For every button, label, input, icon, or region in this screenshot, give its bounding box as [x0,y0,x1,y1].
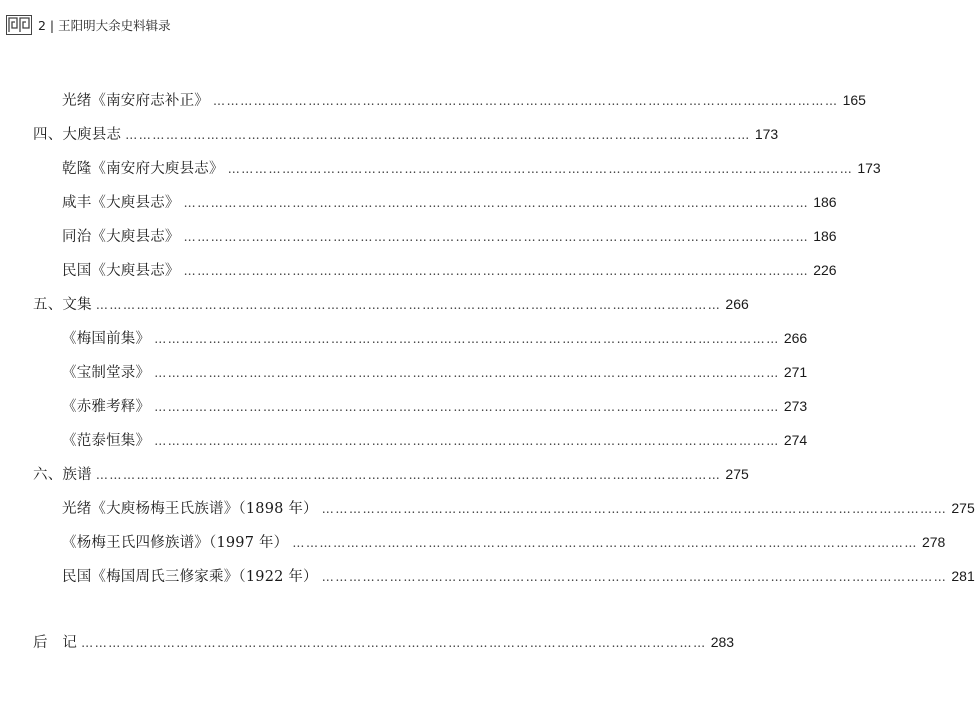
toc-dot-leader: ………………………………………………………………………………………………………………………… [154,332,780,346]
toc-page-number: 273 [783,398,808,414]
toc-page-number: 278 [921,534,946,550]
toc-entry-title: 后 记 [33,635,78,651]
toc-page-number: 266 [783,330,808,346]
toc-entry-title: 《宝制堂录》 [62,365,151,381]
toc-page-number: 271 [783,364,808,380]
toc-entry-title: 《赤雅考释》 [62,399,151,415]
toc-page-number: 274 [783,432,808,448]
toc-page-number: 173 [754,126,779,142]
toc-dot-leader: ………………………………………………………………………………………………………………………… [292,536,918,550]
toc-entry[interactable] [62,259,837,281]
toc-entry[interactable] [62,429,808,451]
toc-page-number: 275 [951,500,975,516]
toc-entry-title: 光绪《南安府志补正》 [62,93,209,109]
toc-entry[interactable] [62,395,808,417]
toc-dot-leader: ………………………………………………………………………………………………………………………… [125,128,751,142]
toc-entry[interactable] [33,123,779,145]
toc-dot-leader: ………………………………………………………………………………………………………………………… [183,264,810,278]
toc-page-number: 266 [725,296,749,312]
toc-entry-title: 《杨梅王氏四修族谱》（1997 年） [62,535,289,551]
toc-dot-leader: ………………………………………………………………………………………………………………………… [321,570,948,584]
toc-dot-leader: ………………………………………………………………………………………………………………………… [183,196,810,210]
toc-dot-leader: ………………………………………………………………………………………………………………………… [95,468,722,482]
toc-dot-leader: ………………………………………………………………………………………………………………………… [183,230,810,244]
toc-entry-title: 五、文集 [33,297,92,313]
toc-entry[interactable] [62,361,808,383]
toc-entry-title: 同治《大庾县志》 [62,229,180,245]
running-header-text: 2 | 王阳明大余史料辑录 [38,18,171,33]
toc-entry[interactable] [33,631,735,653]
toc-entry[interactable] [62,157,881,179]
toc-dot-leader: ………………………………………………………………………………………………………………………… [95,298,722,312]
toc-page-number: 226 [813,262,837,278]
toc-page-number: 283 [710,634,735,650]
toc-entry[interactable] [62,531,946,553]
running-header [0,12,171,38]
toc-entry[interactable] [33,463,749,485]
toc-entry[interactable] [33,293,749,315]
toc-entry-title: 民国《大庾县志》 [62,263,180,279]
toc-entry-title: 咸丰《大庾县志》 [62,195,180,211]
toc-entry-title: 六、族谱 [33,467,92,483]
toc-entry-title: 乾隆《南安府大庾县志》 [62,161,224,177]
toc-page-number: 173 [857,160,881,176]
toc-dot-leader: ………………………………………………………………………………………………………………………… [321,502,948,516]
toc-dot-leader: ………………………………………………………………………………………………………………………… [227,162,854,176]
toc-entry[interactable] [62,191,837,213]
toc-dot-leader: ………………………………………………………………………………………………………………………… [81,636,707,650]
fret-pattern-icon [6,15,32,35]
toc-dot-leader: ………………………………………………………………………………………………………………………… [154,400,780,414]
toc-entry[interactable] [62,497,975,519]
toc-entry[interactable] [62,565,975,587]
toc-page-number: 275 [725,466,749,482]
toc-entry[interactable] [62,225,837,247]
toc-entry-title: 四、大庾县志 [33,127,122,143]
toc-page-number: 186 [813,228,837,244]
toc-page-number: 281 [951,568,975,584]
toc-entry[interactable] [62,89,866,111]
toc-page-number: 186 [813,194,837,210]
toc-page-number: 165 [842,92,866,108]
toc-entry-title: 光绪《大庾杨梅王氏族谱》（1898 年） [62,501,318,517]
toc-entry-title: 《范泰恒集》 [62,433,151,449]
toc-entry[interactable] [62,327,808,349]
toc-dot-leader: ………………………………………………………………………………………………………………………… [154,434,780,448]
toc-dot-leader: ………………………………………………………………………………………………………………………… [154,366,780,380]
toc-entry-title: 民国《梅国周氏三修家乘》（1922 年） [62,569,318,585]
toc-entry-title: 《梅国前集》 [62,331,151,347]
toc-dot-leader: ………………………………………………………………………………………………………………………… [213,94,839,108]
